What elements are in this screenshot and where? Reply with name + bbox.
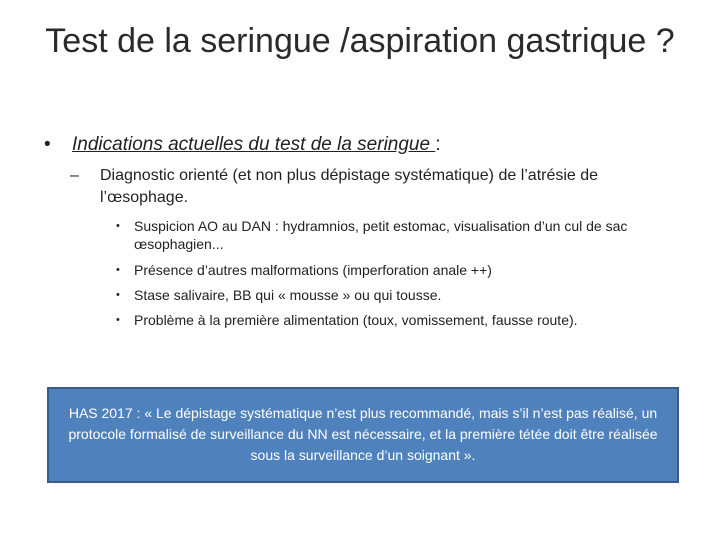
bullet-marker: •	[116, 220, 120, 232]
list-item	[112, 311, 692, 329]
list-item-text: Stase salivaire, BB qui « mousse » ou qui tousse.	[134, 287, 442, 303]
list-item-text: Problème à la première alimentation (toux, vomissement, fausse route).	[134, 312, 578, 328]
dash-marker: –	[70, 167, 79, 184]
list-item-text: Suspicion AO au DAN : hydramnios, petit estomac, visualisation d’un cul de sac œsophagien...	[134, 218, 628, 252]
slide-title: Test de la seringue /aspiration gastrique ?	[45, 22, 675, 60]
callout-text: HAS 2017 : « Le dépistage systématique n’est plus recommandé, mais s’il n’est pas réalisé, un protocole formalisé de surveillance du NN est nécessaire, et la première tétée doit être réalisée sous la surveillance d’un soignant ».	[68, 405, 658, 463]
bullet-marker: •	[116, 314, 120, 326]
list-item-text: Présence d’autres malformations (imperforation anale ++)	[134, 262, 492, 278]
indications-heading-label: Indications actuelles du test de la seringue	[72, 134, 436, 155]
indications-heading-colon: :	[435, 134, 441, 155]
indications-heading-text	[72, 133, 441, 157]
diagnostic-text: Diagnostic orienté (et non plus dépistage systématique) de l’atrésie de l’œsophage.	[100, 167, 599, 206]
bullet-marker: •	[44, 134, 51, 155]
indication-list	[112, 217, 692, 337]
bullet-marker: •	[116, 264, 120, 276]
list-item	[112, 217, 692, 253]
list-item	[112, 261, 692, 279]
has-recommendation-callout	[47, 387, 679, 483]
bullet-marker: •	[116, 289, 120, 301]
list-item	[112, 286, 692, 304]
